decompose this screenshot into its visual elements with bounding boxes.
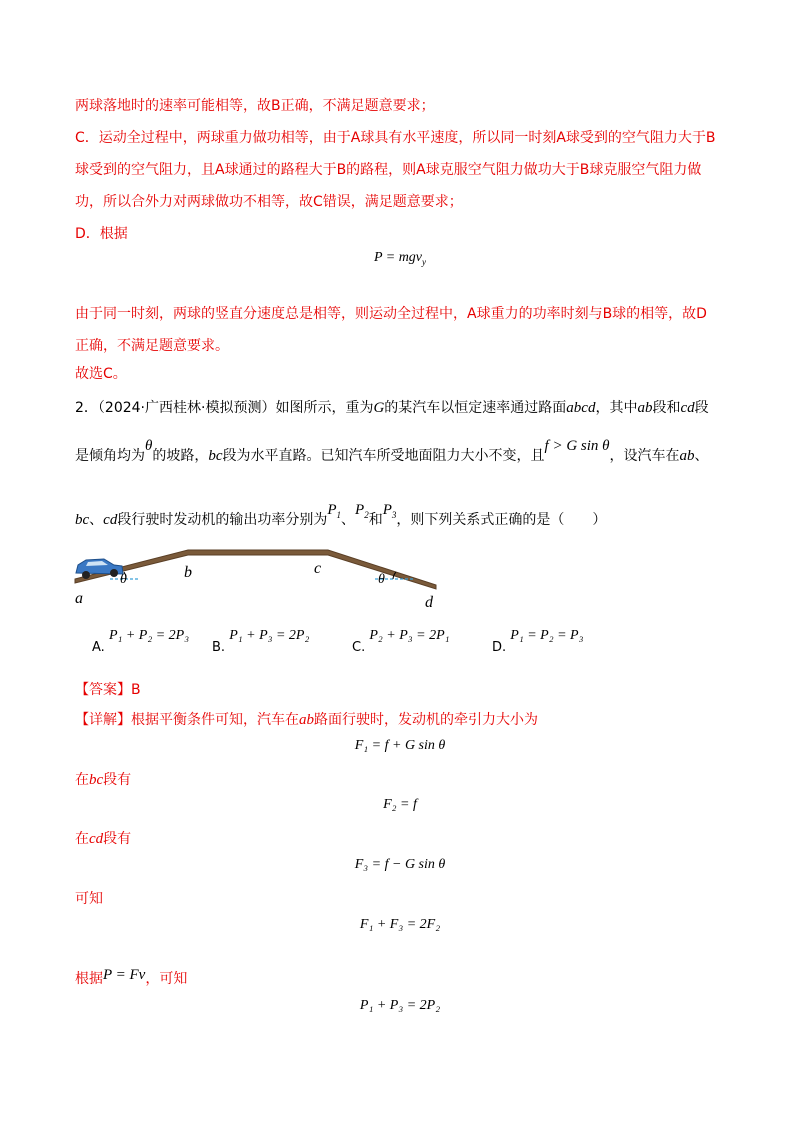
answer-label: 【答案】B xyxy=(75,682,141,698)
label-b: b xyxy=(184,564,192,581)
option-c-explanation-line3: 功，所以合外力对两球做功不相等，故C错误，满足题意要求； xyxy=(75,194,463,210)
equation-power: P = mgv$_y$ xyxy=(373,250,427,267)
conclusion: 故选C。 xyxy=(75,366,127,382)
segment-bc-label: 在bc段有 xyxy=(75,772,132,788)
label-a: a xyxy=(75,590,83,607)
label-c: c xyxy=(314,560,322,577)
explanation-intro: 【详解】根据平衡条件可知，汽车在ab路面行驶时，发动机的牵引力大小为 xyxy=(75,712,538,728)
option-c[interactable]: C. P₂ + P₃ = 2P₁ xyxy=(352,628,450,655)
option-d[interactable]: D. P₁ = P₂ = P₃ xyxy=(492,628,584,655)
equation-f2: F₂ = f xyxy=(383,797,417,812)
option-c-explanation-line1: C．运动全过程中，两球重力做功相等，由于A球具有水平速度，所以同一时刻A球受到的空气阻力大于B xyxy=(75,130,716,146)
option-d-explanation-start: D．根据 xyxy=(75,226,128,242)
option-c-explanation-line2: 球受到的空气阻力，且A球通过的路程大于B的路程，则A球克服空气阻力做功大于B球克服空气阻力做 xyxy=(75,162,702,178)
equation-f-sum: F₁ + F₃ = 2F₂ xyxy=(359,917,441,932)
option-d-explanation-line2: 由于同一时刻，两球的竖直分速度总是相等，则运动全过程中，A球重力的功率时刻与B球的相等，故D xyxy=(75,306,707,322)
equation-f3: F₃ = f − G sin θ xyxy=(354,857,446,872)
theta-left-label: θ xyxy=(120,572,127,587)
label-d: d xyxy=(425,594,433,611)
according-label: 根据P = Fv，可知 xyxy=(75,967,188,987)
equation-f1: F₁ = f + G sin θ xyxy=(354,738,446,753)
theta-right-label: θ xyxy=(378,572,385,587)
option-d-explanation-line3: 正确，不满足题意要求。 xyxy=(75,338,229,354)
road-figure xyxy=(70,545,450,615)
know-label: 可知 xyxy=(75,891,103,907)
equation-p-sum: P₁ + P₃ = 2P₂ xyxy=(359,998,441,1013)
question-line2: 是倾角均为θ的坡路，bc段为水平直路。已知汽车所受地面阻力大小不变，且f > G sin θ，设汽车在ab、 xyxy=(75,438,709,464)
question-line1: 2．（2024·广西桂林·模拟预测）如图所示，重为G的某汽车以恒定速率通过路面abcd，其中ab段和cd段 xyxy=(75,400,709,416)
option-a[interactable]: A. P₁ + P₂ = 2P₃ xyxy=(92,628,190,655)
solution-line: 两球落地时的速率可能相等，故B正确，不满足题意要求； xyxy=(75,98,435,114)
segment-cd-label: 在cd段有 xyxy=(75,831,132,847)
question-line3: bc、cd段行驶时发动机的输出功率分别为$P_1$、$P_2$和$P_3$，则下列关系式正确的是（ ） xyxy=(75,502,607,528)
option-b[interactable]: B. P₁ + P₃ = 2P₂ xyxy=(212,628,310,655)
